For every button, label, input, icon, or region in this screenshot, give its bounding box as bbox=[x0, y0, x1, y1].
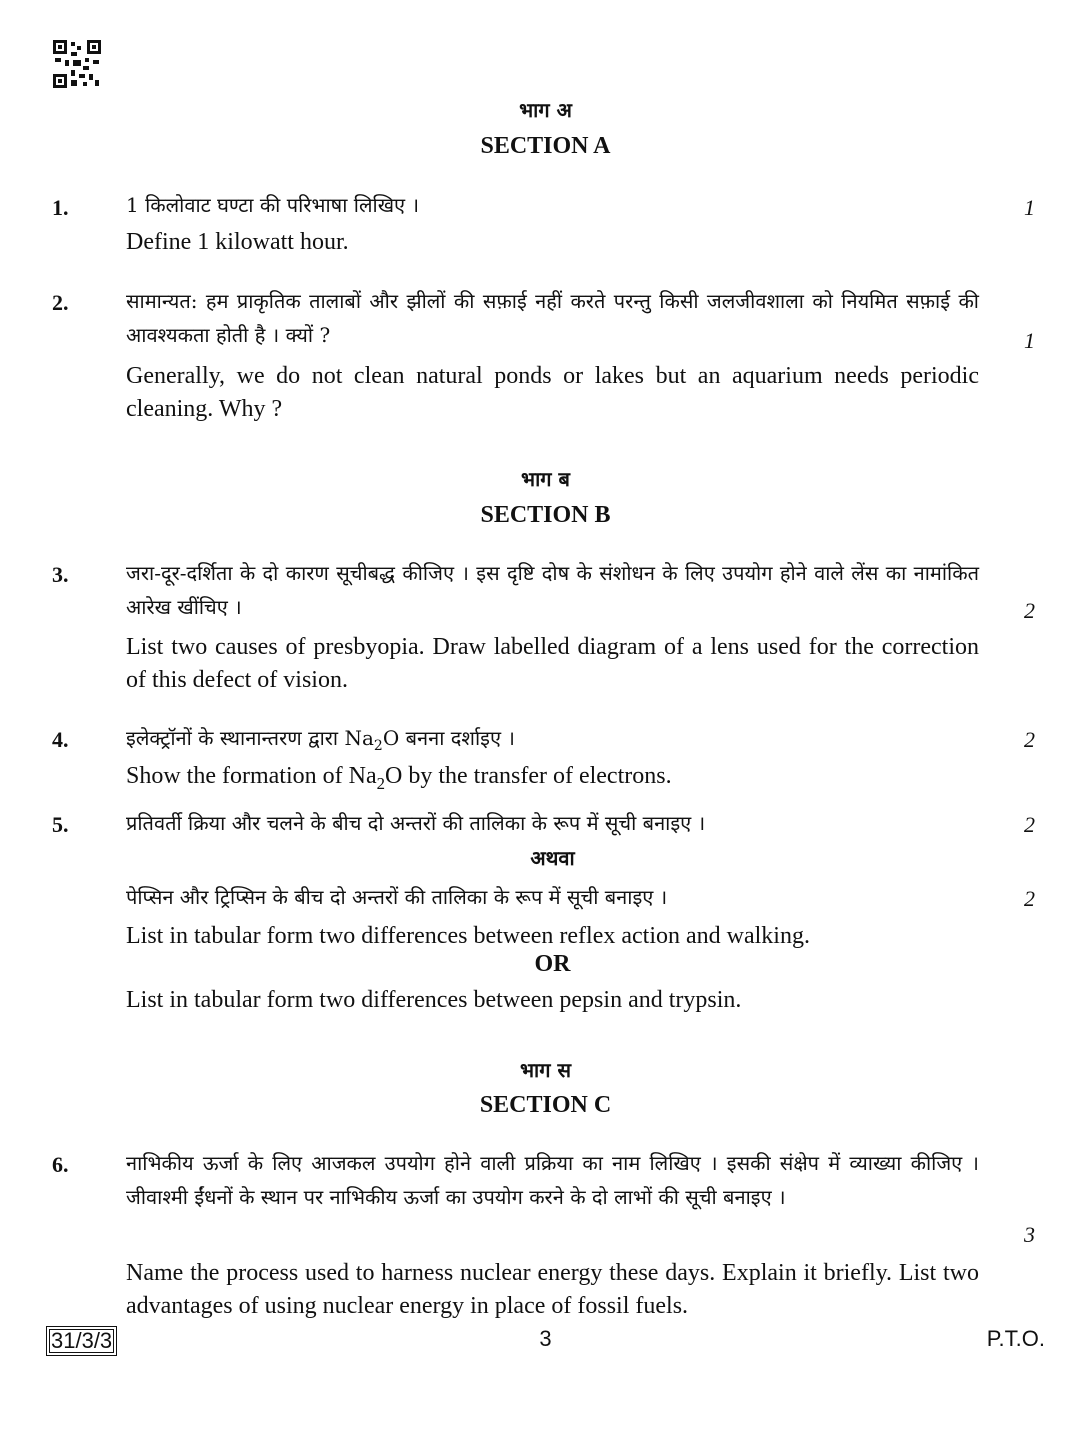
question-4-hindi: इलेक्ट्रॉनों के स्थानान्तरण द्वारा $Na_2O$ बनना दर्शाइए । bbox=[126, 726, 515, 754]
section-c-heading: SECTION C bbox=[479, 1092, 612, 1118]
paper-code: 31/3/3 bbox=[46, 1326, 117, 1356]
question-2-marks: 1 bbox=[1024, 328, 1035, 353]
question-6-number: 6. bbox=[52, 1152, 69, 1177]
question-5-or: OR bbox=[534, 951, 571, 977]
question-5-hindi: प्रतिवर्ती क्रिया और चलने के बीच दो अन्तरों की तालिका के रूप में सूची बनाइए । bbox=[126, 811, 706, 835]
question-1-marks: 1 bbox=[1024, 195, 1035, 220]
please-turn-over: P.T.O. bbox=[986, 1326, 1045, 1351]
question-4-marks: 2 bbox=[1024, 727, 1035, 752]
question-5-number: 5. bbox=[52, 812, 69, 837]
question-1-english: Define 1 kilowatt hour. bbox=[126, 229, 349, 255]
question-5-marks: 2 bbox=[1024, 812, 1035, 837]
question-3-english: List two causes of presbyopia. Draw labelled diagram of a lens used for the correction of this defect of vision. bbox=[126, 634, 979, 693]
question-2-number: 2. bbox=[52, 290, 69, 315]
question-4-english: Show the formation of $Na_2O$ by the transfer of electrons. bbox=[126, 763, 672, 793]
question-5-english-alt: List in tabular form two differences between pepsin and trypsin. bbox=[126, 987, 742, 1013]
page-number: 3 bbox=[539, 1326, 552, 1351]
section-b-hindi-heading: भाग ब bbox=[521, 467, 570, 491]
question-3-marks: 2 bbox=[1024, 598, 1035, 623]
question-5-or-hindi: अथवा bbox=[530, 846, 575, 870]
question-4-number: 4. bbox=[52, 727, 69, 752]
question-3-hindi: जरा-दूर-दर्शिता के दो कारण सूचीबद्ध कीजिए । इस दृष्टि दोष के संशोधन के लिए उपयोग होने वाले लेंस का नामांकित आरेख खींचिए । bbox=[126, 561, 979, 619]
question-1-number: 1. bbox=[52, 195, 69, 220]
qr-code bbox=[53, 40, 101, 88]
question-5-marks-alt: 2 bbox=[1024, 886, 1035, 911]
question-3-number: 3. bbox=[52, 562, 69, 587]
question-6-marks: 3 bbox=[1024, 1222, 1035, 1247]
question-5-hindi-alt: पेप्सिन और ट्रिप्सिन के बीच दो अन्तरों की तालिका के रूप में सूची बनाइए । bbox=[126, 885, 668, 909]
section-a-heading: SECTION A bbox=[480, 133, 611, 159]
question-2-english: Generally, we do not clean natural ponds or lakes but an aquarium needs periodic cleaning. Why ? bbox=[126, 363, 979, 422]
question-2-hindi: सामान्यत: हम प्राकृतिक तालाबों और झीलों की सफ़ाई नहीं करते परन्तु किसी जलजीवशाला को नियमित सफ़ाई की आवश्यकता होती है । क्यों ? bbox=[126, 289, 979, 347]
question-5-english: List in tabular form two differences between reflex action and walking. bbox=[126, 923, 810, 949]
section-b-heading: SECTION B bbox=[480, 502, 611, 528]
question-1-hindi: 1 किलोवाट घण्टा की परिभाषा लिखिए । bbox=[126, 193, 420, 217]
question-6-english: Name the process used to harness nuclear energy these days. Explain it briefly. List two advantages of using nuclear energy in place of fossil fuels. bbox=[126, 1260, 979, 1319]
question-6-hindi: नाभिकीय ऊर्जा के लिए आजकल उपयोग होने वाली प्रक्रिया का नाम लिखिए । इसकी संक्षेप में व्याख्या कीजिए । जीवाश्मी ईंधनों के स्थान पर नाभिकीय ऊर्जा का उपयोग करने के दो लाभों की सूची बनाइए । bbox=[126, 1151, 979, 1209]
section-a-hindi-heading: भाग अ bbox=[519, 98, 572, 122]
section-c-hindi-heading: भाग स bbox=[520, 1058, 571, 1082]
